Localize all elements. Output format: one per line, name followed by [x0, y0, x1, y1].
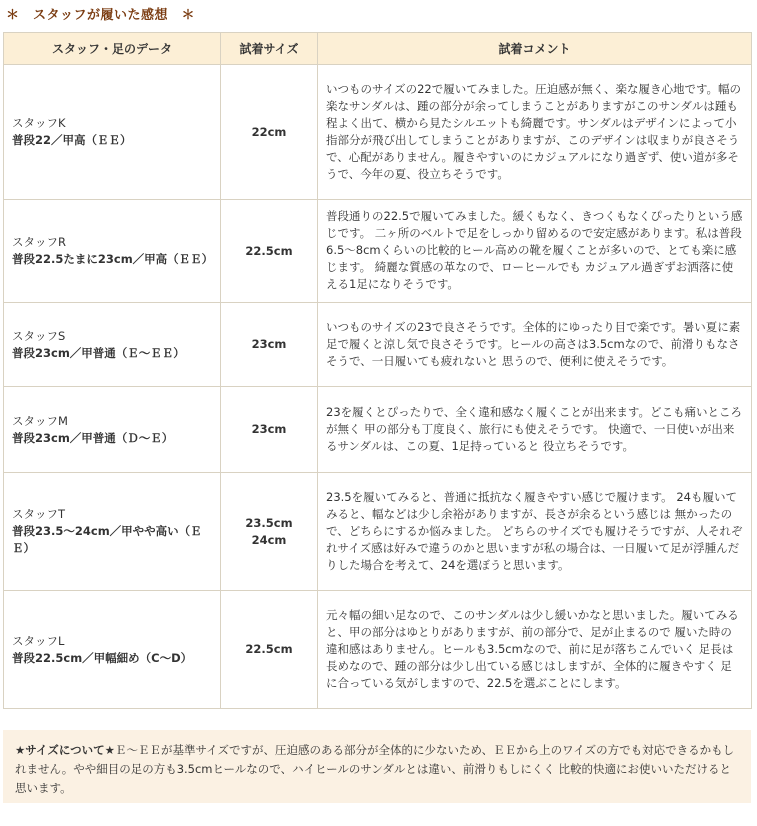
comment-cell: いつものサイズの22で履いてみました。圧迫感が無く、楽な履き心地です。幅の楽なサンダルは、踵の部分が余ってしまうことがありますがこのサンダルは踵も程よく出て、横から見たシルエットも綺麗です。サンダルはデザインによって小指部分が飛び出してしまうことがありますが、このデザインは収まりが良さそうで、心配がありません。履きやすいのにカジュアルになり過ぎず、使い道が多そうで、今年の夏、役立ちそうです。: [318, 65, 752, 200]
staff-foot-data: 普段22.5cm／甲幅細め（C～D）: [12, 650, 193, 665]
trial-size: 22cm: [251, 124, 287, 139]
comment-cell: 普段通りの22.5で履いてみました。緩くもなく、きつくもなくぴったりという感じです。 二ヶ所のベルトで足をしっかり留めるので安定感があります。私は普段6.5～8cmくらいの比較的ヒール高めの靴を履くことが多いので、とても楽に感じます。 綺麗な質感の革なので、ローヒールでも カジュアル過ぎずお洒落に使える1足になりそうです。: [318, 200, 752, 303]
comment-cell: いつものサイズの23で良さそうです。全体的にゆったり目で楽です。暑い夏に素足で履くと涼し気で良さそうです。ヒールの高さは3.5cmなので、前滑りもなさそうで、一日履いても疲れないと 思うので、便利に使えそうです。: [318, 303, 752, 387]
size-note-heading: ★サイズについて★: [15, 743, 115, 757]
size-cell: [221, 387, 318, 473]
staff-cell: [4, 387, 221, 473]
size-cell: [221, 303, 318, 387]
size-note-box: [3, 730, 751, 803]
comment-cell: 23.5を履いてみると、普通に抵抗なく履きやすい感じで履けます。 24も履いてみると、幅などは少し余裕がありますが、長さが余るという感じは 無かったので、どちらにするか悩みました。 どちらのサイズでも履けそうですが、人それぞれサイズ感は好みで違うのかと思いますが私の場合は、一日履いて足が浮腫んだりした場合を考えて、24を選ぼうと思います。: [318, 473, 752, 591]
page-title: ＊ スタッフが履いた感想 ＊: [6, 8, 196, 23]
table-row: [4, 387, 752, 473]
size-cell: [221, 65, 318, 200]
table-row: [4, 200, 752, 303]
trial-size: 23.5cm: [245, 515, 293, 530]
table-row: [4, 473, 752, 591]
header-staff: スタッフ・足のデータ: [4, 33, 221, 65]
staff-name: スタッフK: [12, 116, 66, 130]
trial-size: 23cm: [251, 422, 287, 436]
staff-name: スタッフL: [12, 633, 65, 648]
staff-cell: [4, 65, 221, 200]
staff-name: スタッフM: [12, 413, 68, 428]
table-row: [4, 303, 752, 387]
staff-foot-data: 普段23cm／甲普通（Ｅ～ＥＥ）: [12, 345, 185, 360]
table-row: [4, 65, 752, 200]
header-size: 試着サイズ: [221, 33, 318, 65]
comment-cell: 23を履くとぴったりで、全く違和感なく履くことが出来ます。どこも痛いところが無く 甲の部分も丁度良く、旅行にも使えそうです。 快適で、一日使いが出来るサンダルは、この夏、1足持っていると 役立ちそうです。: [318, 387, 752, 473]
size-cell: [221, 591, 318, 709]
trial-size: 24cm: [251, 532, 287, 547]
staff-name: スタッフR: [12, 235, 66, 249]
staff-foot-data: 普段23cm／甲普通（Ｄ～Ｅ）: [12, 430, 174, 445]
staff-foot-data: 普段22.5たまに23cm／甲高（ＥＥ）: [12, 252, 214, 266]
staff-name: スタッフT: [12, 507, 66, 521]
staff-review-table: [3, 32, 752, 709]
table-header-row: [4, 33, 752, 65]
staff-cell: [4, 200, 221, 303]
size-cell: [221, 200, 318, 303]
staff-cell: [4, 591, 221, 709]
trial-size: 22.5cm: [245, 642, 293, 656]
size-note-text: Ｅ～ＥＥが基準サイズですが、圧迫感のある部分が全体的に少ないため、ＥＥから上のワイズの方でも対応できるかもしれません。やや細目の足の方も3.5cmヒールなので、ハイヒールのサンダルとは違い、前滑りもしにくく 比較的快適にお使いいただけると思います。: [15, 743, 735, 795]
table-row: [4, 591, 752, 709]
size-cell: [221, 473, 318, 591]
staff-cell: [4, 473, 221, 591]
comment-cell: 元々幅の細い足なので、このサンダルは少し緩いかなと思いました。履いてみると、甲の部分はゆとりがありますが、前の部分で、足が止まるので 履いた時の違和感はありません。ヒールも3.5cmなので、前に足が落ちこんでいく 足長は長めなので、踵の部分は少し出ている感じはしますが、全体的に履きやすく 足に合っている気がしますので、22.5を選ぶことにします。: [318, 591, 752, 709]
trial-size: 23cm: [251, 337, 287, 351]
staff-foot-data: 普段23.5～24cm／甲やや高い（ＥＥ）: [12, 524, 202, 555]
staff-cell: [4, 303, 221, 387]
trial-size: 22.5cm: [245, 243, 293, 258]
staff-name: スタッフS: [12, 328, 66, 343]
staff-foot-data: 普段22／甲高（ＥＥ）: [12, 133, 132, 147]
header-comment: 試着コメント: [318, 33, 752, 65]
